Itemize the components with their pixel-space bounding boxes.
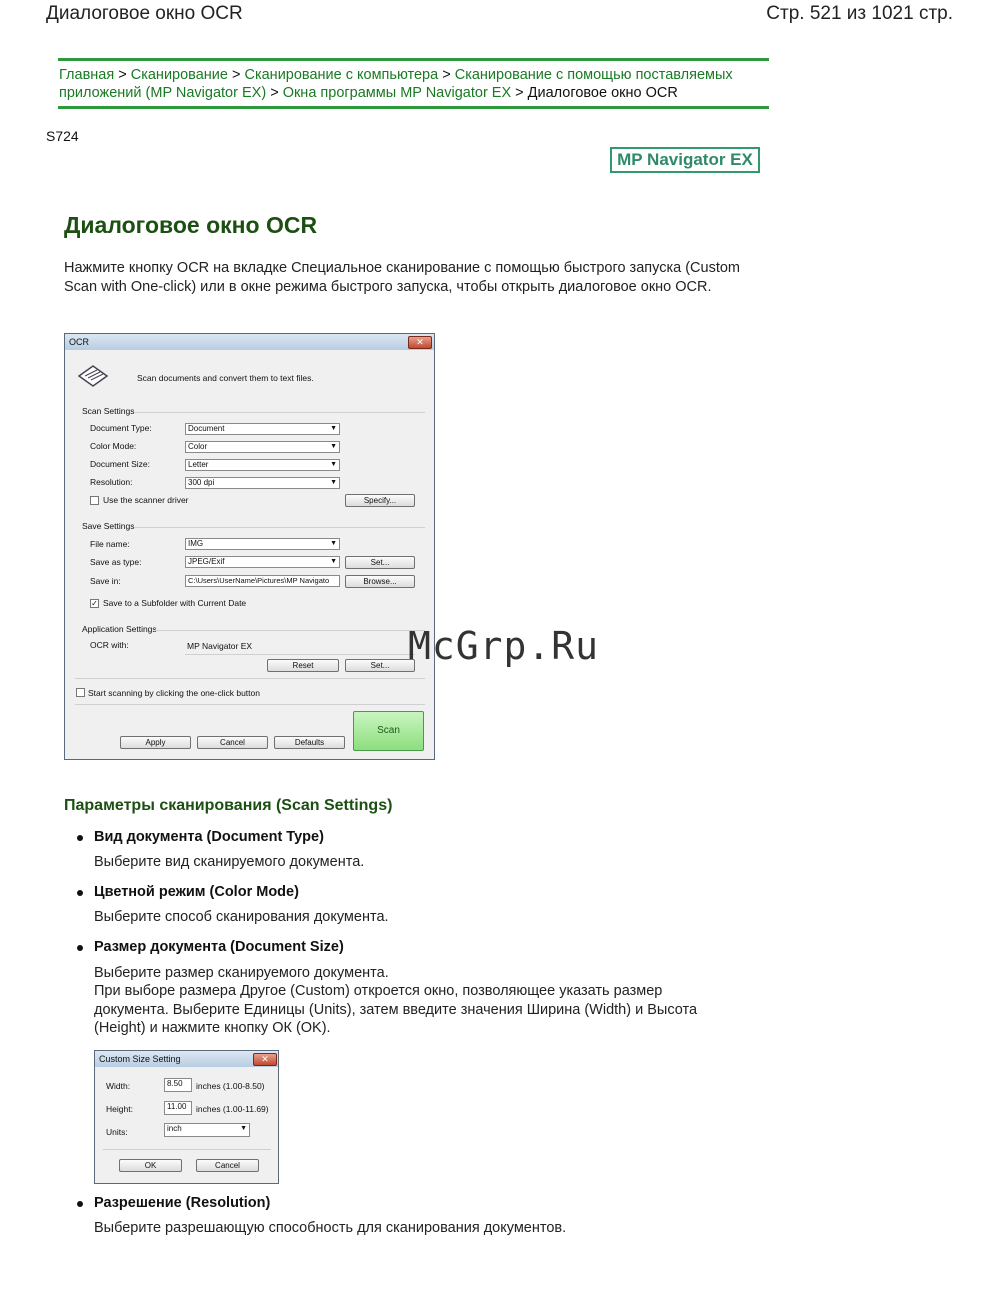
reset-button[interactable]: Reset	[267, 659, 339, 672]
ocr-dialog-title: OCR	[69, 337, 89, 347]
document-size-label: Document Size:	[90, 459, 150, 469]
breadcrumb-home[interactable]: Главная	[59, 67, 115, 83]
item-document-type-text: Выберите вид сканируемого документа.	[94, 854, 365, 870]
cancel-button[interactable]: Cancel	[197, 736, 268, 749]
custom-cancel-button[interactable]: Cancel	[196, 1159, 259, 1172]
section-heading: Параметры сканирования (Scan Settings)	[64, 797, 393, 814]
custom-size-divider	[103, 1149, 271, 1150]
color-mode-label: Color Mode:	[90, 441, 137, 451]
scanner-document-icon	[77, 362, 109, 390]
ocr-dialog	[64, 333, 435, 760]
custom-size-title: Custom Size Setting	[99, 1054, 181, 1064]
bullet-icon	[77, 945, 83, 951]
breadcrumb-current: Диалоговое окно OCR	[527, 85, 678, 101]
height-range: inches (1.00-11.69)	[196, 1104, 269, 1114]
mp-navigator-badge: MP Navigator EX	[610, 147, 760, 173]
footer-divider	[75, 704, 425, 705]
width-label: Width:	[106, 1081, 131, 1091]
application-set-button[interactable]: Set...	[345, 659, 415, 672]
file-name-input[interactable]: IMG ▼	[185, 538, 340, 550]
custom-size-titlebar	[95, 1051, 278, 1067]
ocr-with-underline	[185, 654, 415, 655]
one-click-checkbox[interactable]	[76, 688, 85, 697]
breadcrumb-bottom-rule	[58, 106, 769, 109]
chevron-down-icon: ▼	[330, 443, 337, 450]
custom-size-dialog	[94, 1050, 279, 1184]
one-click-label: Start scanning by clicking the one-click button	[88, 688, 260, 698]
page-title: Диалоговое окно OCR	[64, 212, 318, 238]
ocr-dialog-description: Scan documents and convert them to text files.	[137, 373, 314, 383]
color-mode-select[interactable]: Color ▼	[185, 441, 340, 453]
scan-settings-heading: Scan Settings	[82, 406, 135, 416]
item-document-size-title: Размер документа (Document Size)	[94, 939, 344, 955]
breadcrumb-top-rule	[58, 58, 769, 61]
save-to-subfolder-checkbox[interactable]: ✓	[91, 599, 98, 608]
breadcrumb-mp-navigator-windows[interactable]: Окна программы MP Navigator EX	[282, 85, 512, 101]
item-document-size-text-1: Выберите размер сканируемого документа.	[94, 965, 389, 981]
close-icon[interactable]: ✕	[253, 1053, 277, 1066]
save-settings-divider	[135, 527, 425, 528]
chevron-down-icon: ▼	[330, 540, 337, 547]
height-input[interactable]: 11.00	[164, 1101, 192, 1115]
item-color-mode-title: Цветной режим (Color Mode)	[94, 884, 299, 900]
file-name-label: File name:	[90, 539, 130, 549]
apply-button[interactable]: Apply	[120, 736, 191, 749]
item-document-type-title: Вид документа (Document Type)	[94, 829, 324, 845]
close-icon[interactable]: ✕	[408, 336, 432, 349]
bullet-icon	[77, 1201, 83, 1207]
application-settings-heading: Application Settings	[82, 624, 157, 634]
save-as-type-label: Save as type:	[90, 557, 142, 567]
scan-button[interactable]: Scan	[353, 711, 424, 751]
width-range: inches (1.00-8.50)	[196, 1081, 265, 1091]
item-resolution-title: Разрешение (Resolution)	[94, 1195, 271, 1211]
save-settings-heading: Save Settings	[82, 521, 135, 531]
watermark: McGrp.Ru	[408, 624, 600, 668]
browse-button[interactable]: Browse...	[345, 575, 415, 588]
scan-settings-divider	[135, 412, 425, 413]
resolution-select[interactable]: 300 dpi ▼	[185, 477, 340, 489]
breadcrumb-scanning[interactable]: Сканирование	[130, 67, 228, 83]
item-color-mode-text: Выберите способ сканирования документа.	[94, 909, 389, 925]
defaults-button[interactable]: Defaults	[274, 736, 345, 749]
ocr-with-label: OCR with:	[90, 640, 129, 650]
document-size-select[interactable]: Letter ▼	[185, 459, 340, 471]
page-code: S724	[46, 128, 79, 144]
application-settings-divider	[155, 630, 425, 631]
save-to-subfolder-label: Save to a Subfolder with Current Date	[103, 598, 247, 608]
ok-button[interactable]: OK	[119, 1159, 182, 1172]
intro-paragraph: Нажмите кнопку OCR на вкладке Специальное сканирование с помощью быстрого запуска (Custom Scan with One-click) или в окне режима быстрого запуска, чтобы открыть диалоговое окно OCR.	[64, 260, 740, 295]
item-resolution-text: Выберите разрешающую способность для сканирования документов.	[94, 1220, 567, 1236]
chevron-down-icon: ▼	[330, 425, 337, 432]
page-counter: Стр. 521 из 1021 стр.	[766, 3, 953, 24]
resolution-label: Resolution:	[90, 477, 133, 487]
units-label: Units:	[106, 1127, 128, 1137]
width-input[interactable]: 8.50	[164, 1078, 192, 1092]
breadcrumb: Главная > Сканирование > Сканирование с компьютера > Сканирование с помощью поставляемых приложений (MP Navigator EX) > Окна программы MP Navigator EX > Диалоговое окно OCR	[59, 67, 733, 101]
units-select[interactable]: inch ▼	[164, 1123, 250, 1137]
save-as-type-select[interactable]: JPEG/Exif ▼	[185, 556, 340, 568]
ocr-with-value: MP Navigator EX	[187, 641, 253, 651]
save-type-set-button[interactable]: Set...	[345, 556, 415, 569]
bullet-icon	[77, 890, 83, 896]
specify-button[interactable]: Specify...	[345, 494, 415, 507]
page-header-title: Диалоговое окно OCR	[46, 3, 243, 24]
one-click-divider	[75, 678, 425, 679]
ocr-dialog-titlebar	[65, 334, 434, 350]
document-type-select[interactable]: Document ▼	[185, 423, 340, 435]
height-label: Height:	[106, 1104, 133, 1114]
breadcrumb-scanning-from-computer[interactable]: Сканирование с компьютера	[244, 67, 439, 83]
chevron-down-icon: ▼	[330, 461, 337, 468]
bullet-icon	[77, 835, 83, 841]
save-in-field[interactable]: C:\Users\UserName\Pictures\MP Navigato	[185, 575, 340, 587]
chevron-down-icon: ▼	[330, 558, 337, 565]
chevron-down-icon: ▼	[330, 479, 337, 486]
document-type-label: Document Type:	[90, 423, 152, 433]
breadcrumb-mp-navigator-scanning[interactable]: Сканирование с помощью поставляемых приложений (MP Navigator EX)	[59, 67, 733, 101]
chevron-down-icon: ▼	[240, 1125, 247, 1132]
save-in-label: Save in:	[90, 576, 121, 586]
use-scanner-driver-label: Use the scanner driver	[103, 495, 189, 505]
use-scanner-driver-checkbox[interactable]	[90, 496, 99, 505]
item-document-size-text-2: При выборе размера Другое (Custom) откроется окно, позволяющее указать размер документа. Выберите Единицы (Units), затем введите значения Ширина (Width) и Высота (Height) и нажмите кнопку ОК (OK).	[94, 983, 698, 1036]
